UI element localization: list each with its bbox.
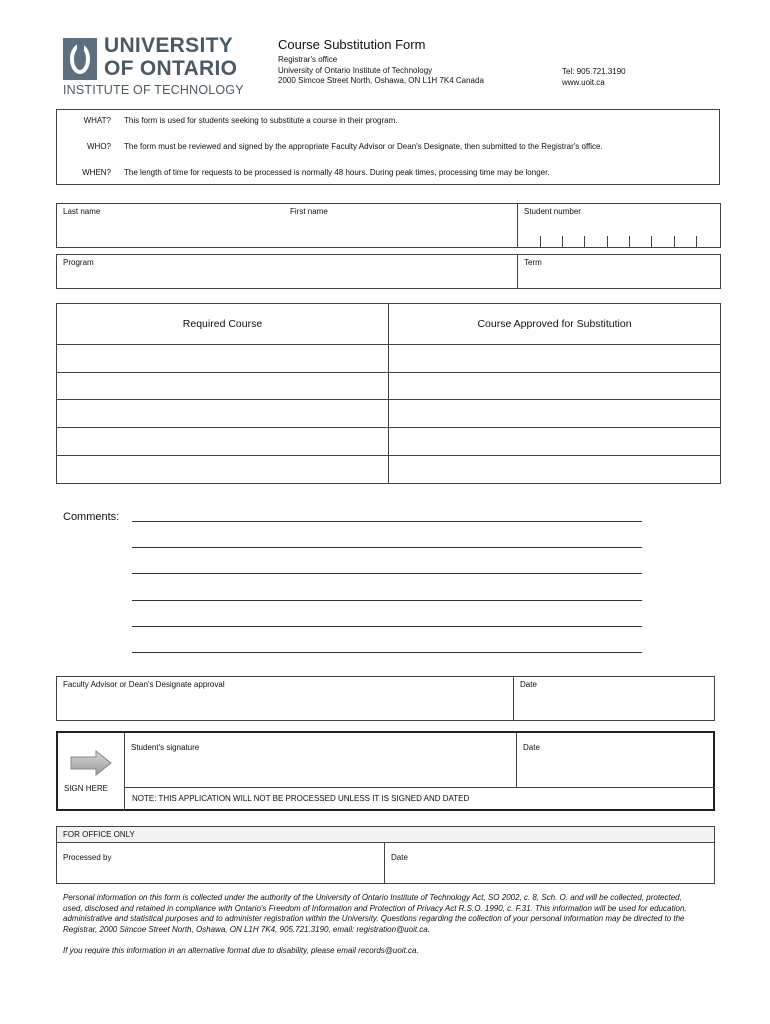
digit-tick: [562, 236, 563, 247]
office-only-header: [56, 826, 715, 843]
comment-line[interactable]: [132, 573, 642, 574]
accessibility-notice: If you require this information in an alternative format due to disability, please email records@uoit.ca.: [63, 946, 419, 955]
student-date-label: Date: [523, 743, 540, 752]
student-signature-box: [56, 731, 715, 811]
table-row-line: [57, 455, 720, 456]
info-key: WHAT?: [83, 116, 111, 125]
term-field[interactable]: [518, 255, 720, 288]
info-value: The length of time for requests to be processed is normally 48 hours. During peak times, processing time may be longer.: [124, 168, 550, 177]
digit-tick: [607, 236, 608, 247]
comment-line[interactable]: [132, 652, 642, 653]
digit-tick: [540, 236, 541, 247]
signature-note: NOTE: THIS APPLICATION WILL NOT BE PROCESSED UNLESS IT IS SIGNED AND DATED: [132, 794, 470, 803]
student-signature-label: Student's signature: [131, 743, 200, 752]
program-term-row: [56, 254, 721, 289]
comment-line[interactable]: [132, 521, 642, 522]
student-info-row: [56, 203, 721, 248]
info-value: The form must be reviewed and signed by the appropriate Faculty Advisor or Dean's Designate, then submitted to the Registrar's office.: [124, 142, 603, 151]
contact-block: [562, 67, 626, 88]
digit-tick: [584, 236, 585, 247]
program-label: Program: [63, 258, 94, 267]
arrow-right-icon: [70, 750, 112, 776]
approval-date-label: Date: [520, 680, 537, 689]
table-row-line: [57, 372, 720, 373]
info-value: This form is used for students seeking to substitute a course in their program.: [124, 116, 398, 125]
program-field[interactable]: [57, 255, 517, 288]
digit-tick: [696, 236, 697, 247]
term-label: Term: [524, 258, 542, 267]
comments-label: Comments:: [63, 511, 120, 523]
student-signature-field[interactable]: [125, 733, 516, 787]
digit-tick: [674, 236, 675, 247]
institution-name: University of Ontario Institute of Technology: [278, 65, 433, 75]
privacy-notice: Personal information on this form is collected under the authority of the University of Ontario Institute of Technology Act, SO 2002, c. 8, Sch. O. and will be collected, protected, used, disclosed and retained in compliance with Ontario's Freedom of Information and Protection of Privacy Act R.S.O. 1990, c. F.31. This information will be used for education, administrative and statistical purposes and to administer registration within the University. Questions regarding the collection of your personal information may be directed to the Registrar, 2000 Simcoe Street North, Oshawa, ON L1H 7K4, 905.721.3190, email: registration@uoit.ca.: [63, 893, 687, 934]
last-name-label: Last name: [63, 207, 101, 216]
student-number-label: Student number: [524, 207, 581, 216]
approval-row: [56, 676, 715, 721]
first-name-field[interactable]: [284, 204, 517, 247]
divider: [125, 787, 715, 788]
office-only-body: [56, 842, 715, 884]
info-key: WHEN?: [82, 168, 111, 177]
table-row-line: [57, 427, 720, 428]
instructions-box: [56, 109, 720, 185]
approval-label: Faculty Advisor or Dean's Designate approval: [63, 680, 225, 689]
approved-course-header: Course Approved for Substitution: [477, 318, 632, 330]
required-course-header: Required Course: [182, 318, 263, 330]
office-date-label: Date: [391, 853, 408, 862]
course-table: [56, 303, 721, 484]
sign-here-label: SIGN HERE: [64, 784, 109, 793]
last-name-field[interactable]: [57, 204, 284, 247]
first-name-label: First name: [290, 207, 328, 216]
form-title: Course Substitution Form: [278, 37, 426, 52]
comment-line[interactable]: [132, 626, 642, 627]
university-logo-mark: [63, 38, 97, 80]
logo-text-line1: UNIVERSITY: [104, 34, 234, 57]
website: www.uoit.ca: [562, 77, 605, 87]
office-only-title: FOR OFFICE ONLY: [63, 830, 135, 839]
approval-signature-field[interactable]: [57, 677, 513, 720]
telephone: Tel: 905.721.3190: [562, 67, 626, 76]
comment-line[interactable]: [132, 547, 642, 548]
processed-by-field[interactable]: [57, 842, 384, 883]
digit-tick: [629, 236, 630, 247]
comment-line[interactable]: [132, 600, 642, 601]
table-row-line: [57, 344, 720, 345]
info-key: WHO?: [87, 142, 111, 151]
table-row-line: [57, 399, 720, 400]
table-divider: [388, 304, 389, 483]
logo-text-line2: OF ONTARIO: [104, 57, 238, 80]
student-number-field[interactable]: [518, 204, 720, 247]
approval-date-field[interactable]: [514, 677, 714, 720]
street-address: 2000 Simcoe Street North, Oshawa, ON L1H 7K4 Canada: [278, 76, 484, 85]
logo-text-line3: INSTITUTE OF TECHNOLOGY: [63, 83, 244, 97]
office-date-field[interactable]: [385, 842, 714, 883]
processed-by-label: Processed by: [63, 853, 112, 862]
digit-tick: [651, 236, 652, 247]
office-name: Registrar's office: [278, 55, 338, 64]
office-address-block: [278, 55, 484, 87]
student-date-field[interactable]: [517, 733, 713, 787]
